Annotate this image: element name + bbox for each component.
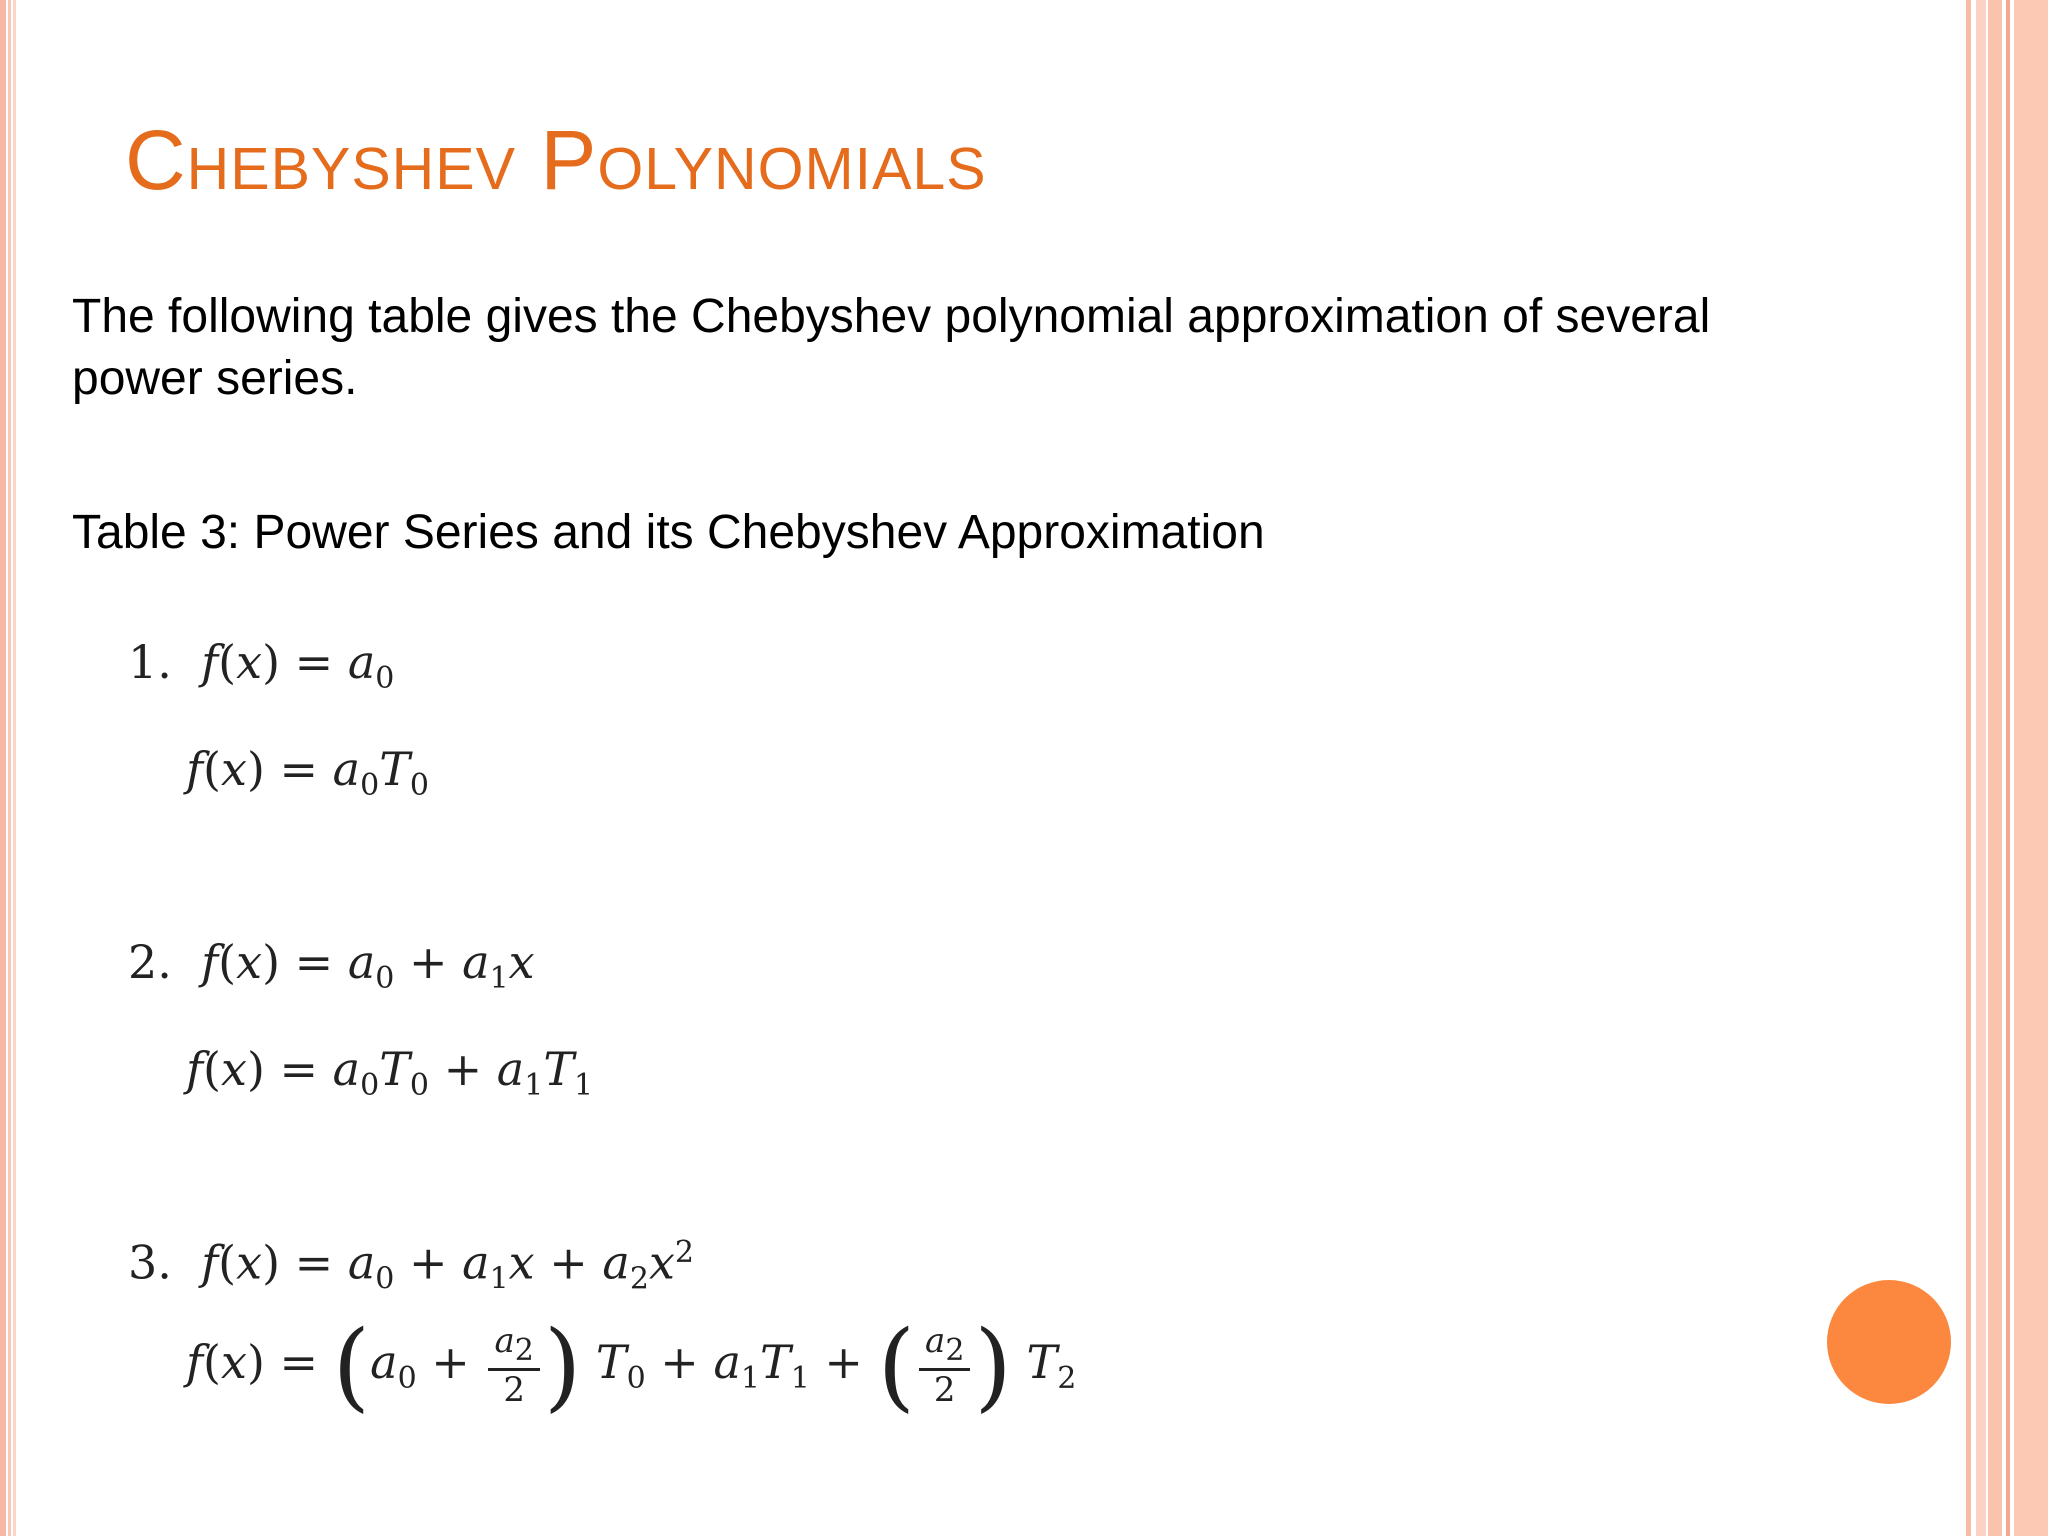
item-1-approx: $f(x) = a_0T_0$: [186, 742, 429, 804]
item-2-approx: $f(x) = a_0T_0 + a_1T_1$: [186, 1042, 594, 1104]
slide-title: Chebyshev Polynomials: [125, 113, 987, 207]
item-3-approx: $f(x) = (a_0$ + $\frac{a_2}{2}$ ) $T_0 + a_1T_1$ + ( $\frac{a_2}{2}$ ) $T_2$: [186, 1310, 1077, 1422]
item-1-number: 1.: [128, 635, 172, 689]
item-2-number: 2.: [128, 935, 172, 989]
item-2-series: 2. $f(x) = a_0 + a_1x$: [128, 935, 535, 997]
item-3-series: 3. $f(x) = a_0 + a_1x + a_2x^2$: [128, 1235, 694, 1297]
item-3-number: 3.: [128, 1235, 172, 1290]
right-decorative-border: [1966, 0, 2048, 1536]
accent-circle: [1827, 1280, 1951, 1404]
table-caption: Table 3: Power Series and its Chebyshev Approximation: [72, 506, 1265, 559]
left-decorative-border: [0, 0, 20, 1536]
item-1-series: 1. $f(x) = a_0$: [128, 635, 395, 697]
intro-text: The following table gives the Chebyshev polynomial approximation of several power series.: [72, 290, 1711, 405]
